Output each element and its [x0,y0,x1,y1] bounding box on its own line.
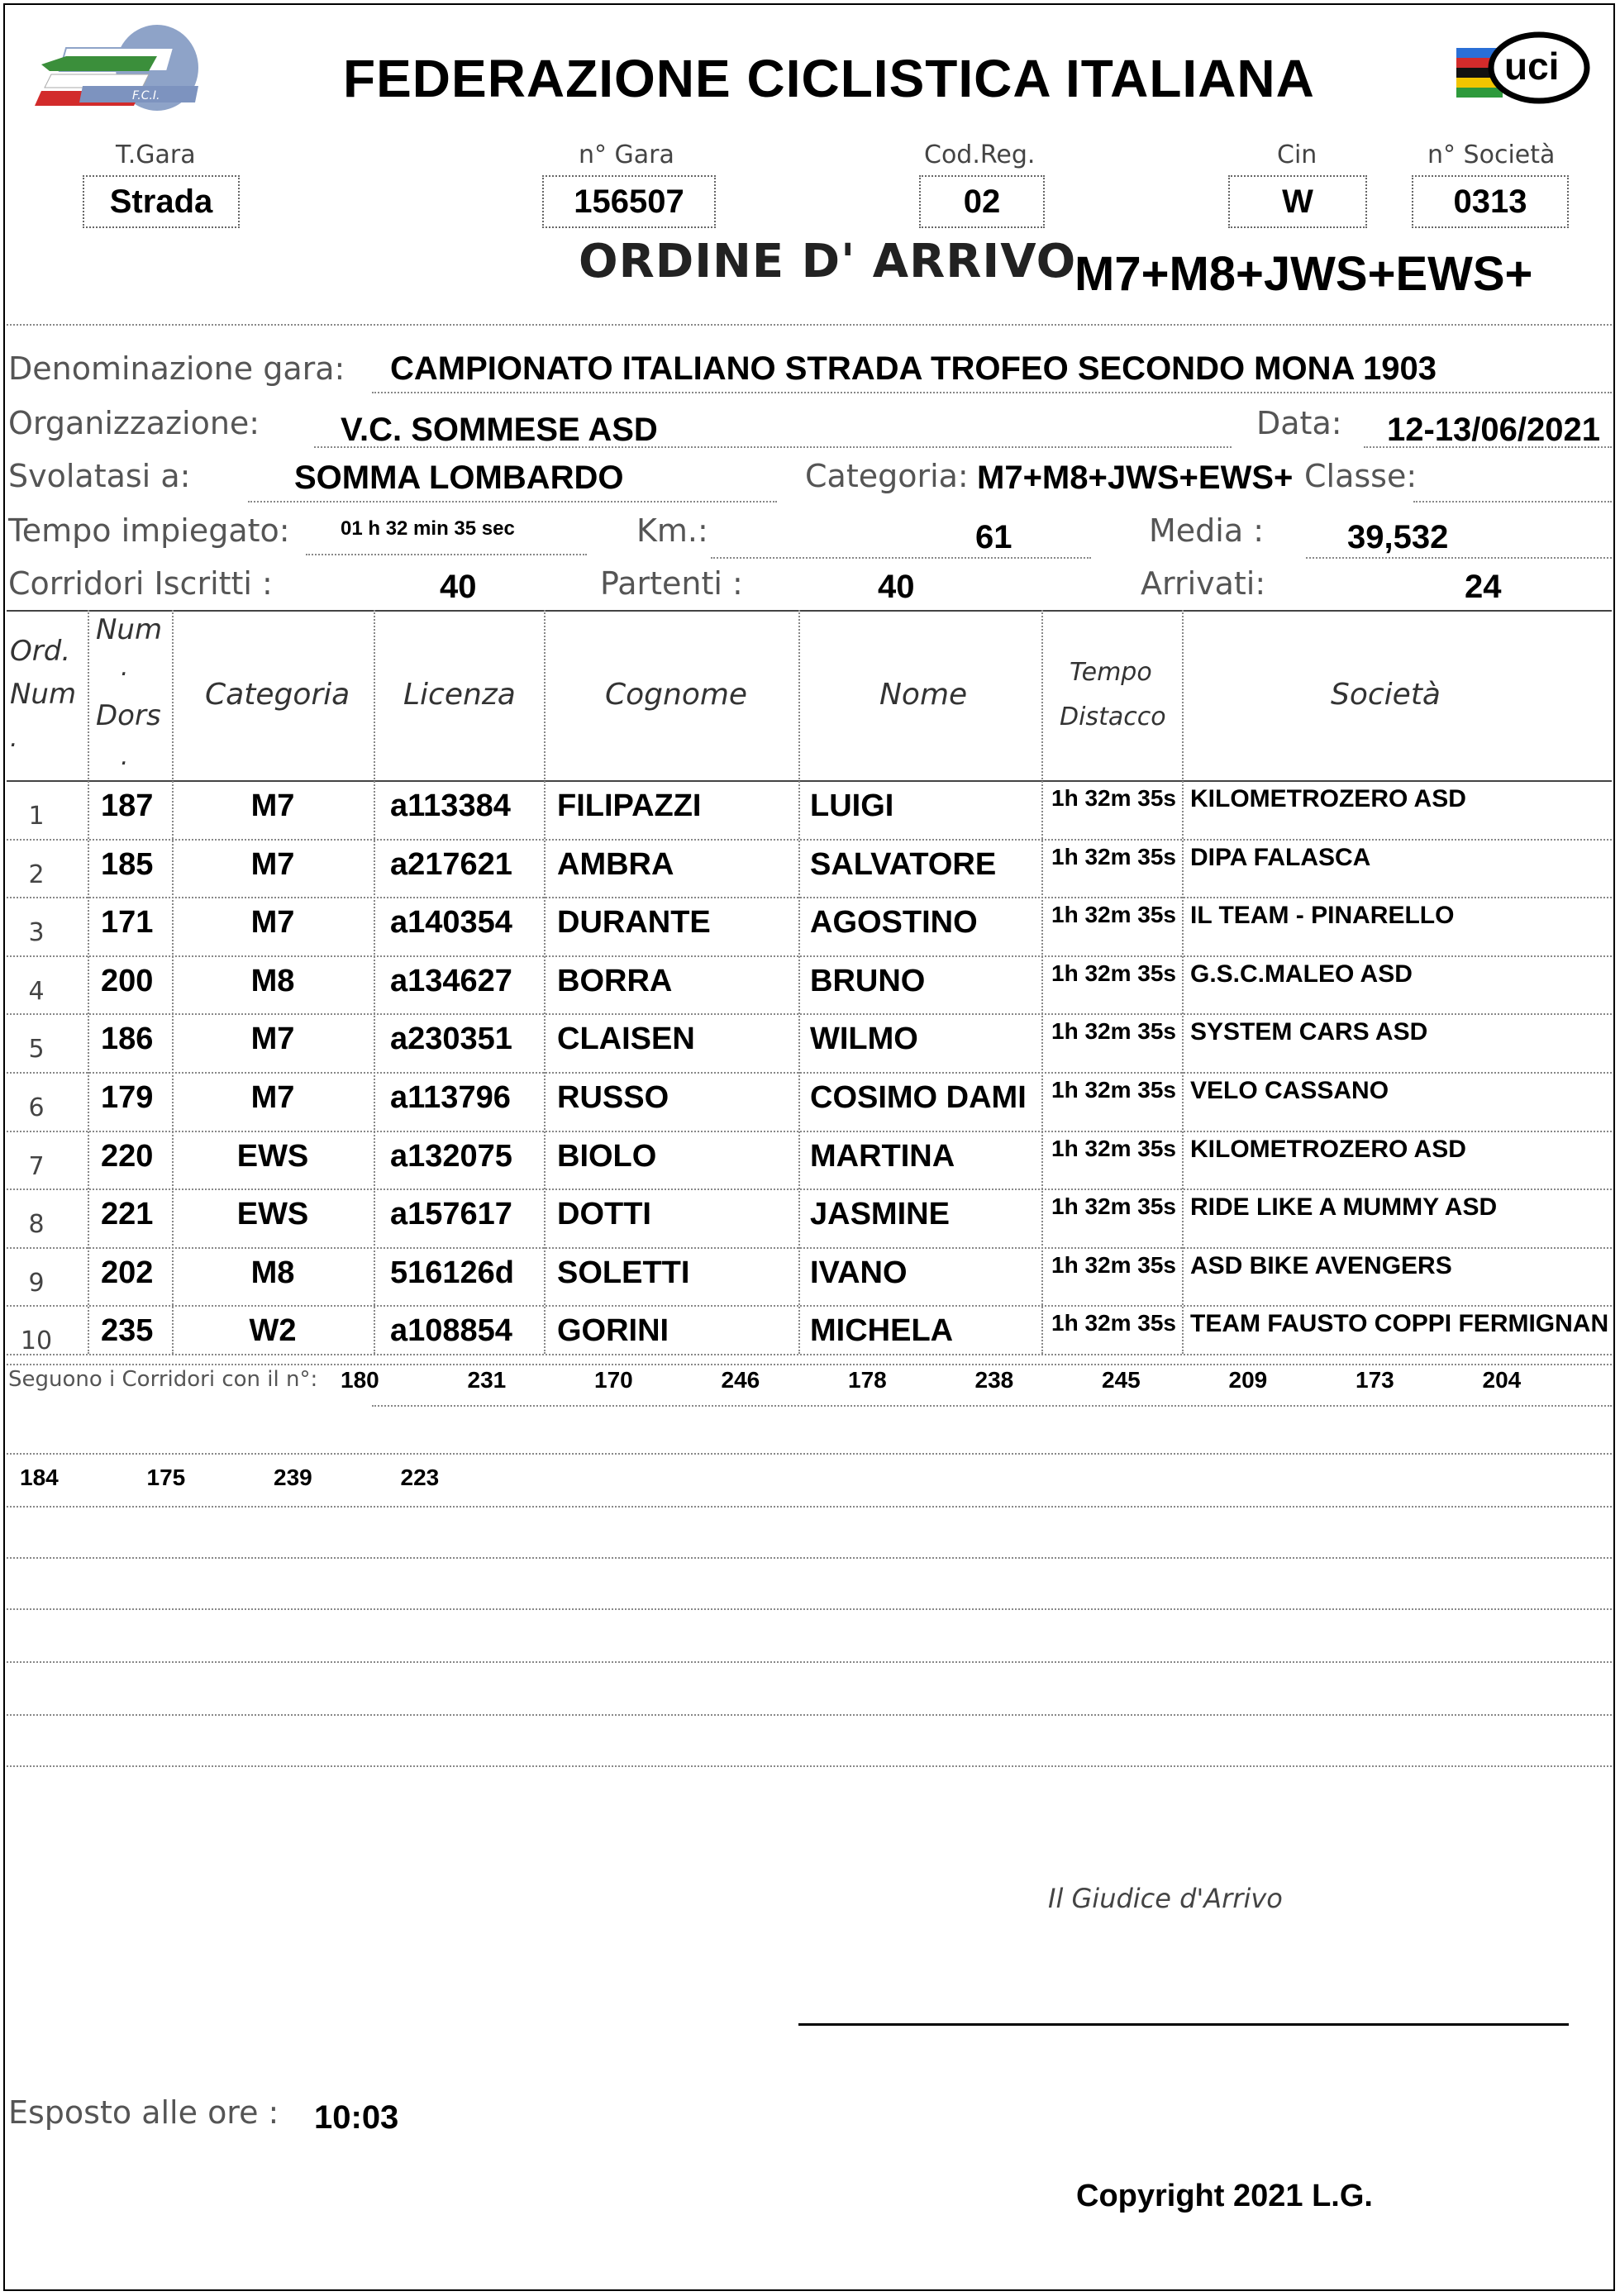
cin-label: Cin [1277,141,1317,169]
cell-cat: EWS [236,1138,309,1174]
cell-cat: M7 [250,1080,295,1115]
t-gara-label: T.Gara [116,141,196,169]
cell-cognome: DOTTI [557,1197,651,1232]
col-tempo-header-b: Distacco [1060,703,1166,731]
cell-lic: a217621 [390,846,512,882]
col-ord-header-a: Ord. [10,635,71,668]
esposto-value: 10:03 [314,2099,399,2136]
categoria-value: M7+M8+JWS+EWS+ [977,460,1294,496]
cell-ord: 6 [28,1093,45,1122]
page-title: FEDERAZIONE CICLISTICA ITALIANA [343,49,1315,108]
cell-num: 185 [101,846,154,882]
copyright: Copyright 2021 L.G. [1076,2179,1373,2213]
cell-cognome: FILIPAZZI [557,788,702,823]
cell-num: 171 [101,905,154,941]
cell-societa: TEAM FAUSTO COPPI FERMIGNAN [1190,1310,1609,1338]
data-label: Data: [1256,405,1342,441]
cell-nome: AGOSTINO [810,905,978,941]
giudice-label: Il Giudice d'Arrivo [1048,1883,1283,1914]
cell-nome: BRUNO [810,963,926,998]
cell-lic: a113796 [390,1080,511,1115]
cell-nome: LUIGI [810,788,894,823]
cell-tempo: 1h 32m 35s [1051,1251,1176,1278]
cell-societa: ASD BIKE AVENGERS [1190,1251,1452,1279]
cell-lic: a140354 [390,905,512,941]
cell-cat: EWS [236,1197,309,1232]
cell-tempo: 1h 32m 35s [1051,902,1176,928]
cell-nome: IVANO [810,1255,908,1290]
cell-cognome: RUSSO [557,1080,669,1115]
cell-lic: a157617 [390,1197,512,1232]
fci-logo [33,23,207,116]
cell-tempo: 1h 32m 35s [1051,1193,1176,1220]
cell-tempo: 1h 32m 35s [1051,1018,1176,1045]
categoria-label: Categoria: [805,458,969,494]
seguono-number: 239 [274,1465,312,1490]
cell-cognome: DURANTE [557,905,711,941]
cell-cognome: BORRA [557,963,673,998]
cell-cognome: GORINI [557,1313,669,1349]
organizzazione-value: V.C. SOMMESE ASD [341,412,658,448]
col-num-header-d: . [121,742,129,771]
cell-tempo: 1h 32m 35s [1051,1310,1176,1336]
cell-ord: 4 [28,976,45,1006]
tempo-label: Tempo impiegato: [8,512,290,549]
cell-cat: M8 [250,963,295,998]
seguono-number: 184 [20,1465,59,1490]
classe-label: Classe: [1304,458,1418,494]
cell-societa: G.S.C.MALEO ASD [1190,960,1413,988]
cell-cat: M7 [250,905,295,941]
cell-nome: MICHELA [810,1313,954,1349]
seguono-number: 231 [467,1367,507,1393]
seguono-number: 170 [594,1367,633,1393]
cell-ord: 1 [28,802,45,831]
col-nome-header: Nome [879,678,968,712]
cell-tempo: 1h 32m 35s [1051,1135,1176,1161]
uci-logo [1451,25,1592,117]
cell-num: 200 [101,963,154,998]
cell-lic: 516126d [390,1255,515,1290]
cell-num: 235 [101,1313,154,1349]
cell-lic: a113384 [390,788,511,823]
cell-societa: KILOMETROZERO ASD [1190,785,1466,812]
data-value: 12-13/06/2021 [1387,412,1601,448]
cell-cognome: SOLETTI [557,1255,690,1290]
arrivati-value: 24 [1465,569,1502,605]
cell-ord: 10 [20,1327,53,1356]
cell-nome: JASMINE [810,1197,950,1232]
media-value: 39,532 [1347,519,1449,555]
n-societa-field: 0313 [1412,175,1569,228]
cell-num: 179 [101,1080,154,1115]
cell-ord: 9 [28,1268,45,1298]
cell-nome: COSIMO DAMI [810,1080,1027,1115]
cell-tempo: 1h 32m 35s [1051,1077,1176,1103]
seguono-number: 175 [146,1465,186,1490]
col-categoria-header: Categoria [205,678,350,712]
seguono-number: 245 [1102,1367,1141,1393]
cell-societa: DIPA FALASCA [1190,843,1371,871]
col-ord-header-b: Num [10,678,77,711]
seguono-label: Seguono i Corridori con il n°: [8,1367,318,1392]
cell-ord: 2 [28,860,45,889]
cell-num: 221 [101,1197,154,1232]
col-num-header-b: . [121,653,129,682]
esposto-label: Esposto alle ore : [8,2094,279,2131]
cod-reg-field: 02 [919,175,1045,228]
seguono-number: 173 [1356,1367,1394,1393]
cell-cognome: CLAISEN [557,1022,695,1057]
cell-num: 186 [101,1022,154,1057]
cell-num: 220 [101,1138,154,1174]
cell-ord: 5 [28,1035,45,1065]
svoltasi-value: SOMMA LOMBARDO [294,460,624,496]
cell-lic: a132075 [390,1138,512,1174]
denominazione-label: Denominazione gara: [8,350,345,387]
iscritti-value: 40 [440,569,477,605]
col-num-header-c: Dors [96,699,161,732]
cell-lic: a230351 [390,1022,512,1057]
cell-societa: IL TEAM - PINARELLO [1190,902,1455,930]
signature-line [798,2023,1569,2026]
seguono-number: 246 [721,1367,760,1393]
cell-ord: 8 [28,1210,45,1240]
col-cognome-header: Cognome [605,678,748,712]
cell-tempo: 1h 32m 35s [1051,843,1176,869]
svg-text:F.C.I.: F.C.I. [132,89,160,102]
col-societa-header: Società [1331,678,1441,712]
cell-cat: M7 [250,846,295,882]
col-ord-header-c: . [10,724,18,753]
cell-cat: W2 [249,1313,297,1349]
partenti-value: 40 [878,569,915,605]
cell-lic: a134627 [390,963,512,998]
col-licenza-header: Licenza [403,678,516,712]
t-gara-field: Strada [83,175,240,228]
categories-header: M7+M8+JWS+EWS+ [1074,247,1533,301]
cell-num: 202 [101,1255,154,1290]
cell-tempo: 1h 32m 35s [1051,960,1176,986]
tempo-value: 01 h 32 min 35 sec [341,517,515,540]
seguono-number: 238 [974,1367,1014,1393]
cell-societa: VELO CASSANO [1190,1077,1389,1104]
cell-nome: WILMO [810,1022,918,1057]
organizzazione-label: Organizzazione: [8,405,260,441]
cell-cat: M7 [250,1022,295,1057]
n-societa-label: n° Società [1427,141,1556,169]
col-num-header-a: Num [96,613,163,646]
cell-tempo: 1h 32m 35s [1051,785,1176,811]
cell-lic: a108854 [390,1313,512,1349]
cell-cognome: AMBRA [557,846,674,882]
seguono-number: 178 [848,1367,887,1393]
cin-field: W [1228,175,1367,228]
denominazione-value: CAMPIONATO ITALIANO STRADA TROFEO SECONDO MONA 1903 [390,350,1437,387]
seguono-number: 180 [341,1367,379,1393]
arrivati-label: Arrivati: [1141,565,1266,602]
cell-cat: M7 [250,788,295,823]
cell-num: 187 [101,788,154,823]
cell-ord: 3 [28,918,45,948]
svg-text:uci: uci [1504,45,1560,88]
km-value: 61 [975,519,1012,555]
n-gara-label: n° Gara [579,141,674,169]
cell-cognome: BIOLO [557,1138,657,1174]
cell-ord: 7 [28,1151,45,1181]
partenti-label: Partenti : [600,565,743,602]
cell-cat: M8 [250,1255,295,1290]
iscritti-label: Corridori Iscritti : [8,565,273,602]
cell-nome: MARTINA [810,1138,955,1174]
svoltasi-label: Svolatasi a: [8,458,191,494]
n-gara-field: 156507 [542,175,716,228]
col-tempo-header-a: Tempo [1070,658,1152,687]
cod-reg-label: Cod.Reg. [924,141,1036,169]
seguono-number: 209 [1228,1367,1268,1393]
cell-nome: SALVATORE [810,846,997,882]
subtitle: ORDINE D' ARRIVO [579,235,1077,288]
cell-societa: SYSTEM CARS ASD [1190,1018,1428,1046]
cell-societa: RIDE LIKE A MUMMY ASD [1190,1193,1498,1222]
seguono-number: 223 [400,1465,440,1490]
media-label: Media : [1149,512,1265,549]
seguono-number: 204 [1482,1367,1522,1393]
km-label: Km.: [636,512,708,549]
cell-societa: KILOMETROZERO ASD [1190,1135,1466,1163]
